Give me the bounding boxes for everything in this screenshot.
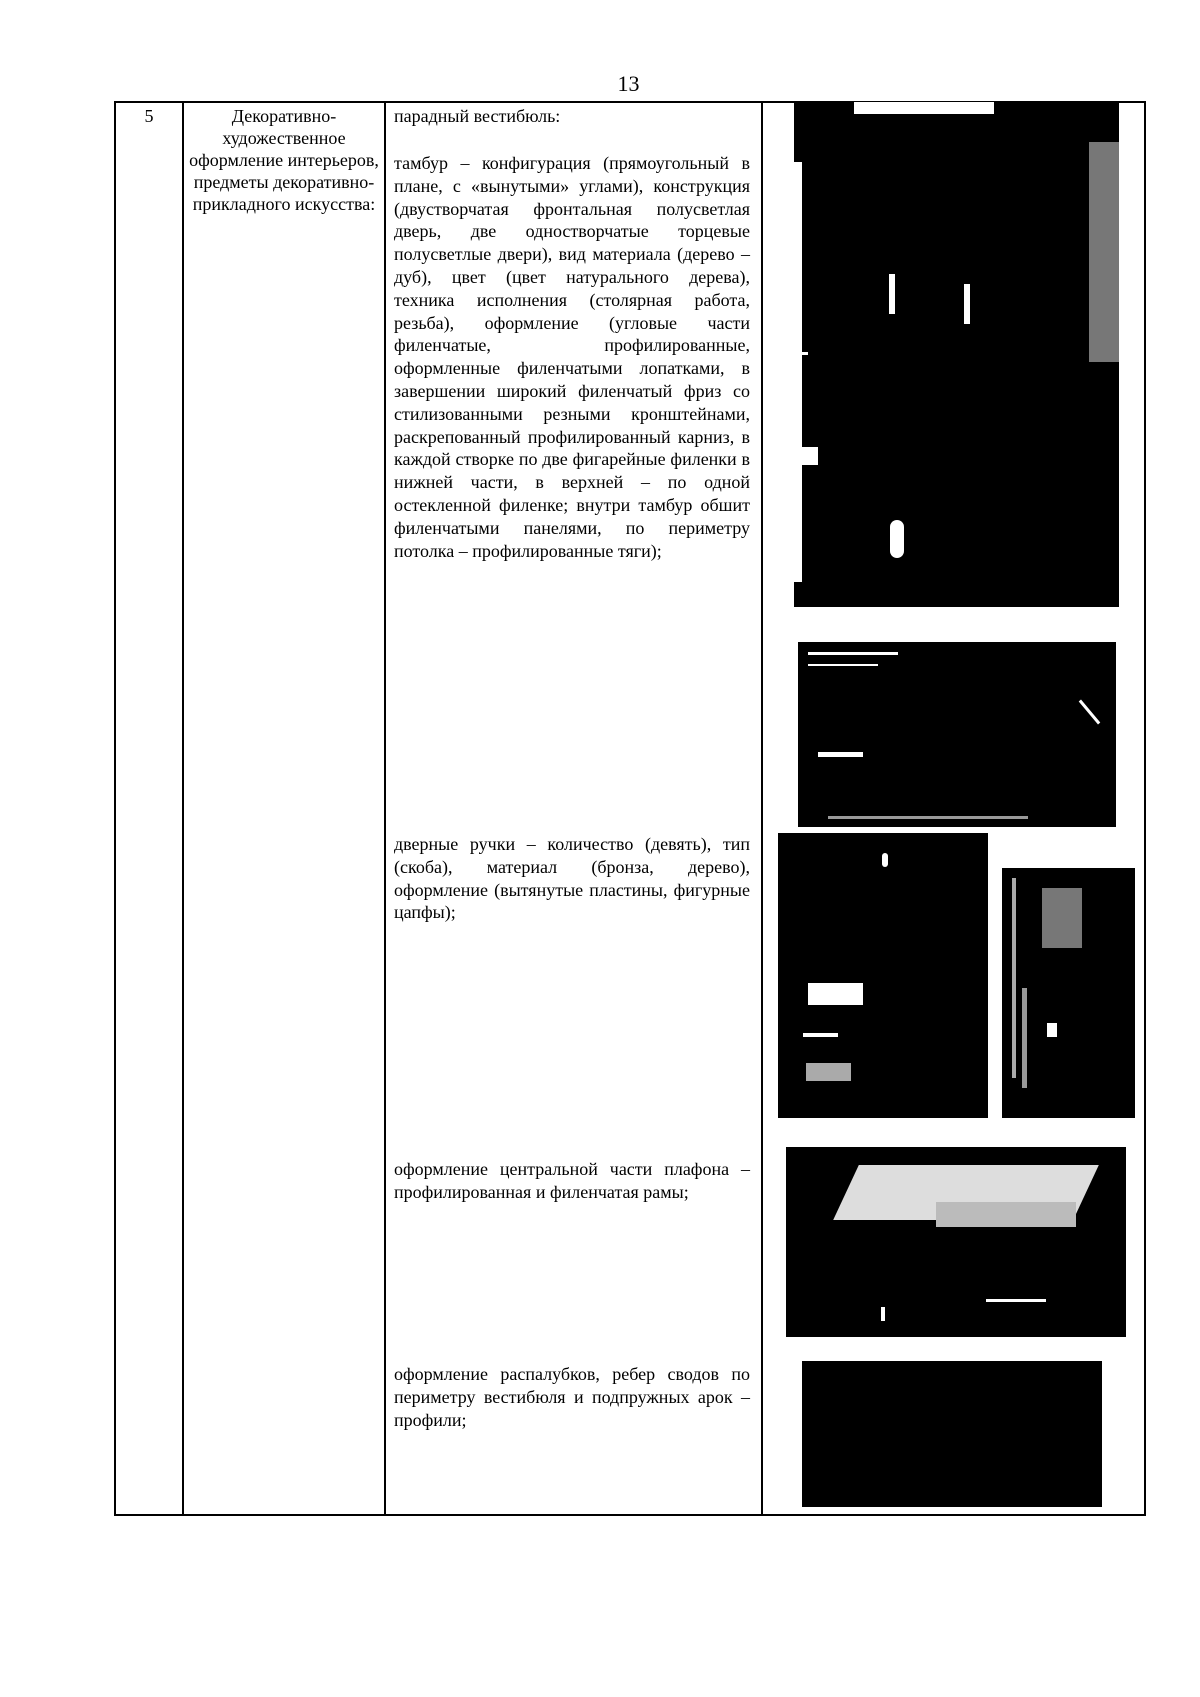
door-handle-photo <box>778 833 988 1118</box>
tambour-photo <box>794 102 1119 607</box>
section-door-handles-text: дверные ручки – количество (девять), тип (скоба), материал (бронза, дерево), оформление (вытянутые пластины, фигурные цапфы); <box>394 834 750 923</box>
door-handle-detail-photo <box>1002 868 1135 1118</box>
row-title: Декоративно-художественное оформление интерьеров, предметы декоративно-прикладного искусства: <box>189 106 379 214</box>
section-heading: парадный вестибюль: <box>394 106 561 126</box>
row-number: 5 <box>144 106 154 126</box>
document-table <box>114 101 1146 1516</box>
page-number: 13 <box>617 71 640 96</box>
ceiling-photo <box>786 1147 1126 1337</box>
tambour-interior-photo <box>798 642 1116 827</box>
column-divider <box>761 103 763 1514</box>
column-divider <box>384 103 386 1514</box>
section-vault-text: оформление распалубков, ребер сводов по периметру вестибюля и подпружных арок – профили; <box>394 1364 750 1430</box>
column-divider <box>182 103 184 1514</box>
vault-profiles-photo <box>802 1361 1102 1507</box>
section-ceiling-text: оформление центральной части плафона – профилированная и филенчатая рамы; <box>394 1159 750 1202</box>
section-tambour-text: тамбур – конфигурация (прямоугольный в плане, с «вынутыми» углами), конструкция (двустворчатая фронтальная полусветлая дверь, две одностворчатые торцевые полусветлые двери), вид материала (дерево – дуб), цвет (цвет натурального дерева), техника исполнения (столярная работа, резьба), оформление (угловые части филенчатые, профилированные, оформленные филенчатыми лопатками, в завершении широкий филенчатый фриз со стилизованными резными кронштейнами, раскрепованный профилированный карниз, в каждой створке по две фигарейные филенки в нижней части, в верхней – по одной остекленной филенке; внутри тамбур обшит филенчатыми панелями, по периметру потолка – профилированные тяги); <box>394 153 750 561</box>
